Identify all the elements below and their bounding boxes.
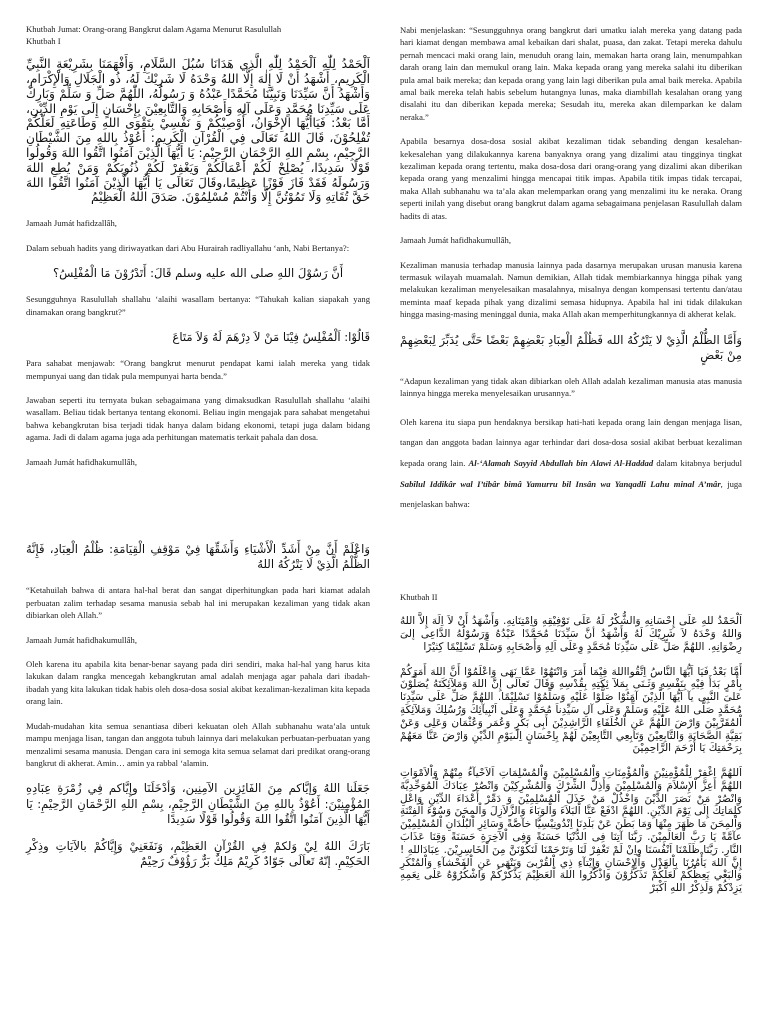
arabic-zulm: وَأَمَّا الظُّلْمُ الَّذِيْ لا يَتْرُكُهُ الله فَظُلْمُ الْعِبَادِ بَعْضِهِمْ بَعْضًا حَتَّى يُدَبِّرَ لِبَعْضِهِمْ مِنْ بَعْضٍ (400, 332, 742, 362)
arabic-question: أَنَّ رَسُوْلَ اللهِ صلى الله عليه وسلم قَالَ: أَتَدْرُوْنَ مَا الْمُفْلِسُ؟ (52, 265, 344, 280)
greeting-2: Jamaah Jumát hafidhakumullâh, (26, 456, 137, 467)
arabic-warning: وَاعْلَمْ أَنَّ مِنْ أَشَدِّ الْأَشْيَاءِ وَأَشَقِّهَا فِيْ مَوْقِفِ الْقِيَامَةِ: ظُلْمُ الْعِبَادِ، فَإِنَّهُ الظُّلْمُ الَّذِيْ لَا يَتْرُكُهُ اللهُ (26, 542, 370, 572)
opening-arabic: اَلْحَمْدُ لِلّٰهِ اَلْحَمْدُ لِلّٰهِ الَّذِي هَدَانَا سُبُلَ السَّلَامِ، وَأَفْهَمَنَا بِشَرِيْعَةِ النَّبِيِّ الْكَرِيمِ، أَشْهَدُ أَنْ لَا إِلٰهَ إِلَّا اللهُ وَحْدَهُ لَا شَرِيْكَ لَهُ، ذُو الْجَلَالِ وَالْإِكْرَامِ، وَأَشْهَدُ أَنَّ سَيِّدَنَا وَنَبِيَّنَا مُحَمَّدًا عَبْدُهُ وَ رَسُولُهُ، اللّٰهُمَّ صَلِّ وَ سَلِّمْ وَبَارِكْ عَلَى سَيِّدِنَا مُحَمَّدٍ وَعَلَى آلِهِ وَأَصْحَابِهِ وَالتَّابِعِيْنَ بِإِحْسَانٍ إِلَى يَوْمِ الدِّيْنِ، أَمَّا بَعْدُ: فَيَاأَيُّهَا الإِخْوَانُ، أُوْصِيْكُمْ وَ نَفْسِيْ بِتَقْوَى اللهِ وَطَاعَتِهِ لَعَلَّكُمْ تُفْلِحُوْنَ، قَالَ اللهُ تَعَالَى فِي الْقُرْآنِ الْكَرِيمِ: أَعُوْذُ بِاللهِ مِنَ الشَّيْطَانِ الرَّجِيْمِ، بِسْمِ اللهِ الرَّحْمَانِ الرَّحِيْمِ: يَا أَيُّهَا الَّذِيْنَ آمَنُوا اتَّقُوا اللهَ وَقُولُوا قَوْلًا سَدِيدًا، يُصْلِحْ لَكُمْ أَعْمَالَكُمْ وَيَغْفِرْ لَكُمْ ذُنُوبَكُمْ وَمَنْ يُطِعِ اللهَ وَرَسُولَهُ فَقَدْ فَازَ فَوْزًا عَظِيمًا،وقَالَ تَعَالَى يَا أَيُّهَا الَّذِيْنَ آمَنُوا اتَّقُوا اللهَ حَقَّ تُقَاتِهِ وَلَا تَمُوْتُنَّ إِلَّا وَأَنْتُمْ مُسْلِمُوْنَ. صَدَقَ اللهُ الْعَظِيْمُ (26, 57, 370, 205)
right-column (400, 24, 742, 907)
author-name: Al-‘Alamah Sayyid Abdullah bin Alawi Al-Haddad (468, 457, 654, 468)
document-title: Khutbah Jumat: Orang-orang Bangkrut dalam Agama Menurut Rasulullah (26, 24, 282, 34)
paragraph-prayer: Mudah-mudahan kita semua senantiasa diberi kekuatan oleh Allah subhanahu wata’ala untuk mampu menjaga lisan, tangan dan anggota tubuh lainnya dari melakukan perbuatan-perbuatan yang menzalimi sesama manusia. Dengan cara ini semoga kita semua selamat dari predikat orang-orang bangkrut di akherat. Amin… amin ya rabbal ‘alamin. (26, 720, 370, 768)
paragraph-careful (400, 412, 742, 515)
paragraph-muamalah: Kezaliman manusia terhadap manusia lainnya pada dasarnya merupakan urusan manusia karena termasuk wilayah muamalah. Namun demikian, Allah tidak membiarkannya hingga pihak yang melakukan kezaliman menyelesaikan masalahnya, misalnya dengan kompensasi tertentu dan/atau meminta maaf kepada pihak yang dizalimi semasa hidupnya. Apabila hal ini tidak dilakukan hingga masing-masing meninggal dunia, maka Allah akan memperhitungkannya di akherat kelak. (400, 259, 742, 320)
khutbah-1-label: Khutbah I (26, 35, 61, 46)
paragraph-explanation: Jawaban seperti itu ternyata bukan sebagaimana yang dimaksudkan Rasulullah shallahu ‘alaihi wasallam. Beliau tidak bertanya tentang ekonomi. Beliau ingin mengajak para sahabat mengetahui bahwa kebangkrutan bisa terjadi tidak hanya dalam bidang ekonomi, tetapi juga dalam bidang agama. Jadi di dalam agama juga ada perhitungan matematis terkait pahala dan dosa. (26, 395, 370, 443)
book-title: Sabîlul Iddikâr wal I’tibâr bimâ Yamurru bil Insân wa Yanqadli Lahu minal A’mâr (400, 478, 721, 489)
paragraph-hadits-intro: Dalam sebuah hadits yang diriwayatkan dari Abu Hurairah radliyallahu ‘anh, Nabi Bertanya?: (26, 242, 350, 253)
left-column (26, 24, 370, 881)
paragraph-nabi-explains: Nabi menjelaskan: “Sesungguhnya orang bangkrut dari umatku ialah mereka yang datang pada hari kiamat dengan membawa amal kebaikan dari shalat, puasa, dan zakat. Tetapi mereka dahulu pernah mencaci maki orang lain, menuduh orang lain, memakan harta orang lain, menumpahkan darah orang lain dan memukul orang lain. Maka kepada orang yang mereka salahi itu diberikan pula amal baik mereka; dan kepada orang yang lain lagi diberikan pula amal baik mereka. Apabila amal baik mereka telah habis sebelum hutangnya lunas, maka diambillah kesalahan orang yang disalahi itu dan diberikan kepada mereka; Sesudah itu, mereka akan dilemparkan ke dalam neraka.” (400, 25, 742, 122)
paragraph-advice: Oleh karena itu apabila kita benar-benar sayang pada diri sendiri, maka hal-hal yang harus kita lakukan dalam rangka mencegah kebangkrutan amal adalah menjaga agar pahala dari ibadah-ibadah yang kita lakukan tidak habis oleh dosa-dosa sosial akibat kezaliman-kezaliman kita kepada orang lain. (26, 659, 370, 707)
greeting-3: Jamaah Jumát hafidhakumullâh, (26, 634, 137, 645)
greeting-right: Jamaah Jumát hafidhakumullâh, (400, 235, 511, 246)
arabic-answer: قَالُوْا: اَلْمُفْلِسُ فِيْنَا مَنْ لاَ دِرْهَمَ لَهُ وَلاَ مَتَاعَ (172, 329, 370, 344)
greeting-1: Jamaah Jumát hafidzallâh, (26, 218, 117, 229)
careful-text-c: , juga menjelaskan bahwa: (400, 478, 742, 510)
paragraph-warning-translation: “Ketahuilah bahwa di antara hal-hal berat dan sangat diperhitungkan pada hari kiamat adalah perbuatan zalim terhadap sesama manusia sebab hal ini merupakan kezaliman yang tidak akan dibiarkan oleh Allah.” (26, 585, 370, 621)
paragraph-social-sins: Apabila besarnya dosa-dosa sosial akibat kezaliman tidak sebanding dengan kesalehan-kekesalehan yang dilakukannya karena banyaknya orang yang dizalimi atau tingginya tingkat kezaliman kepada orang tertentu, maka dosa-dosa dari orang-orang yang dizalimi akan diberikan kepada orang yang menzalimi hingga mencapai titik impas. Apabila titik impas tidak tercapai, maka Allah subhanahu wa ta’ala akan melemparkan orang yang menzalimi itu ke neraka. Orang seperti inilah yang disebut orang bangkrut dalam agama sebagaimana penjelasan Rasulullah dalam hadits di atas. (400, 136, 742, 221)
arabic-khutbah-2-shalawat: أَمَّا بَعْدُ فَيَا اَيُّهَا النَّاسُ اِتَّقُوااللهَ فِيْمَا أَمَرَ وَانْتَهُوْا عَمَّا نَهَى وَاعْلَمُوْا أَنَّ اللهَ أَمَرَكُمْ بِأَمْرٍ بَدَأَ فِيْهِ بِنَفْسِهِ وَثَـنَى بِمَلآ ئِكَتِهِ بِقُدْسِهِ وَقَالَ تَعاَلَى إِنَّ اللهَ وَمَلآئِكَتَهُ يُصَلُّوْنَ عَلىَ النَّبِى يآ اَيُّهَا الَّذِيْنَ آمَنُوْا صَلُّوْا عَلَيْهِ وَسَلِّمُوْا تَسْلِيْمًا. اللهُمَّ صَلِّ عَلَى سَيِّدِنَا مُحَمَّدٍ صَلَّى اللهُ عَلَيْهِ وَسَلِّمْ وَعَلَى آلِ سَيِّدِناَ مُحَمَّدٍ وَعَلَى اَنْبِيآئِكَ وَرُسُلِكَ وَمَلآئِكَةِ اْلمُقَرَّبِيْنَ وَارْضَ اللّٰهُمَّ عَنِ اْلخُلَفَاءِ الرَّاشِدِيْنَ أَبِى بَكْرٍ وَعُمَر وَعُثْمَان وَعَلِى وَعَنْ بَقِيَّةِ الصَّحَابَةِ وَالتَّابِعِيْنَ وَتَابِعِي التَّابِعِيْنَ لَهُمْ بِاِحْسَانٍ اِلَىيَوْمِ الدِّيْنِ وَارْضَ عَنَّا مَعَهُمْ بِرَحْمَتِكَ يَا أَرْحَمَ الرَّاحِمِيْنَ (400, 665, 742, 755)
paragraph-zulm-translation: “Adapun kezaliman yang tidak akan dibiarkan oleh Allah adalah kezaliman manusia atas manusia lainnya hingga mereka menyelesaikan urusannya.” (400, 375, 742, 399)
arabic-khutbah-2-doa: اَللهُمَّ اغْفِرْ لِلْمُؤْمِنِيْنَ وَاْلمُؤْمِنَاتِ وَاْلمُسْلِمِيْنَ وَاْلمُسْلِمَاتِ اَلاَحْيآءُ مِنْهُمْ وَاْلاَمْوَاتِ اللهُمَّ أَعِزَّ اْلإِسْلاَمَ وَاْلمُسْلِمِيْنَ وَأَذِلَّ الشِّرْكَ وَاْلمُشْرِكِيْنَ وَانْصُرْ عِبَادَكَ اْلمُوَحِّدِيَّةَ وَانْصُرْ مَنْ نَصَرَ الدِّيْنَ وَاخْذُلْ مَنْ خَذَلَ اْلمُسْلِمِيْنَ وَ دَمِّرْ أَعْدَاءَ الدِّيْنِ وَاعْلِ كَلِمَاتِكَ إِلَى يَوْمَ الدِّيْنِ. اللهُمَّ ادْفَعْ عَنَّا اْلبَلاَءَ وَاْلوَبَاءَ وَالزَّلاَزِلَ وَاْلمِحَنَ وَسُوْءَ اْلفِتْنَةِ وَاْلمِحَنَ مَا ظَهَرَ مِنْهَا وَمَا بَطَنَ عَنْ بَلَدِنَا اِنْدُونِيْسِيَّا خآصَّةً وَسَائِرِ اْلبُلْدَانِ اْلمُسْلِمِيْنَ عآمَّةً يَا رَبَّ اْلعَالَمِيْنَ. رَبَّنَا آتِنَا فِى الدُّنْيَا حَسَنَةً وَفِى اْلآخِرَةِ حَسَنَةً وَقِنَا عَذَابَ النَّارِ. رَبَّنَا ظَلَمْنَا اَنْفُسَنَا واِنْ لَمْ تَغْفِرْ لَنَا وَتَرْحَمْنَا لَنَكُوْنَنَّ مِنَ اْلخَاسِرِيْنَ. عِبَادَاللهِ ! إِنَّ اللهَ يَأْمُرُنَا بِاْلعَدْلِ وَاْلإِحْسَانِ وَإِيْتآءِ ذِي اْلقُرْبىَ وَيَنْهَى عَنِ اْلفَحْشآءِ وَاْلمُنْكَرِ وَاْلبَغْي يَعِظُكُمْ لَعَلَّكُمْ تَذَكَّرُوْنَ وَاذْكُرُوا اللهَ اْلعَظِيْمَ يَذْكُرْكُمْ وَاشْكُرُوْهُ عَلَى نِعَمِهِ يَزِدْكُمْ وَلَذِكْرُ اللهِ اَكْبَرْ (400, 767, 742, 895)
paragraph-question-translation: Sesungguhnya Rasulullah shallahu ‘alaihi wasallam bertanya: “Tahukah kalian siapakah yang dinamakan orang bangkrut?” (26, 294, 370, 317)
arabic-closing-1: جَعَلَنا اللهُ وَإيَّاكم مِنَ الفَائِزِين الآمِنِين، وَأدْخَلَنَا وإِيَّاكم فِي زُمْرَةِ عِبَادِهِ المُؤْمِنِيْنَ: أَعُوْذُ بِاللهِ مِنَ الشَّيْطَانِ الرَّجِيْمِ، بِسْمِ اللهِ الرَّحْمَانِ الرَّحِيْمِ: يَا أَيُّهَا الَّذِينَ آمَنُوا اتَّقُوا اللهَ وَقُولُوا قَوْلًا سَدِيدًا (26, 781, 370, 826)
arabic-khutbah-2-opening: اَلْحَمْدُ للهِ عَلَى إِحْسَانِهِ وَالشُّكْرُ لَهُ عَلَى تَوْفِيْقِهِ وَاِمْتِنَانِهِ. وَأَشْهَدُ أَنْ لاَ اِلَهَ إِلاَّ اللهُ وَاللهُ وَحْدَهُ لاَ شَرِيْكَ لَهُ وَأَشْهَدُ أنَّ سَيِّدَنَا مُحَمَّدًا عَبْدُهُ وَرَسُوْلُهُ الدَّاعِى إلىَ رِضْوَانِهِ. اللهُمَّ صَلِّ عَلَى سَيِّدِنَا مُحَمَّدٍ وِعَلَى اَلِهِ وَأَصْحَابِهِ وَسَلِّمْ تَسْلِيْمًا كِثيْرًا (400, 615, 742, 653)
paragraph-answer-translation: Para sahabat menjawab: “Orang bangkrut menurut pendapat kami ialah mereka yang tidak mempunyai uang dan tidak pula mempunyai harta benda.” (26, 358, 370, 381)
khutbah-2-label: Khutbah II (400, 591, 438, 602)
careful-text-a: Oleh karena itu siapa pun hendaknya bersikap hati-hati kepada orang lain dengan menjaga lisan, tangan dan anggota badan lainnya agar terhindar dari dosa-dosa sosial akibat berbuat kezaliman kepada orang lain. (400, 416, 742, 468)
careful-text-b: dalam kitabnya berjudul (653, 457, 742, 468)
arabic-closing-2: بَارَكَ اللهُ لِيْ وَلكمْ فِي القُرْآنِ العَظِيْمِ، وَنَفَعَنِيْ وَإِيَّاكُمْ بالآيَاتِ وذِكْرِ الحَكِيْمِ. إنّهُ تَعاَلَى جَوّادٌ كَرِيْمٌ مَلِكٌ بَرٌّ رَؤُوْفٌ رَحِيْمٌ (26, 838, 370, 869)
